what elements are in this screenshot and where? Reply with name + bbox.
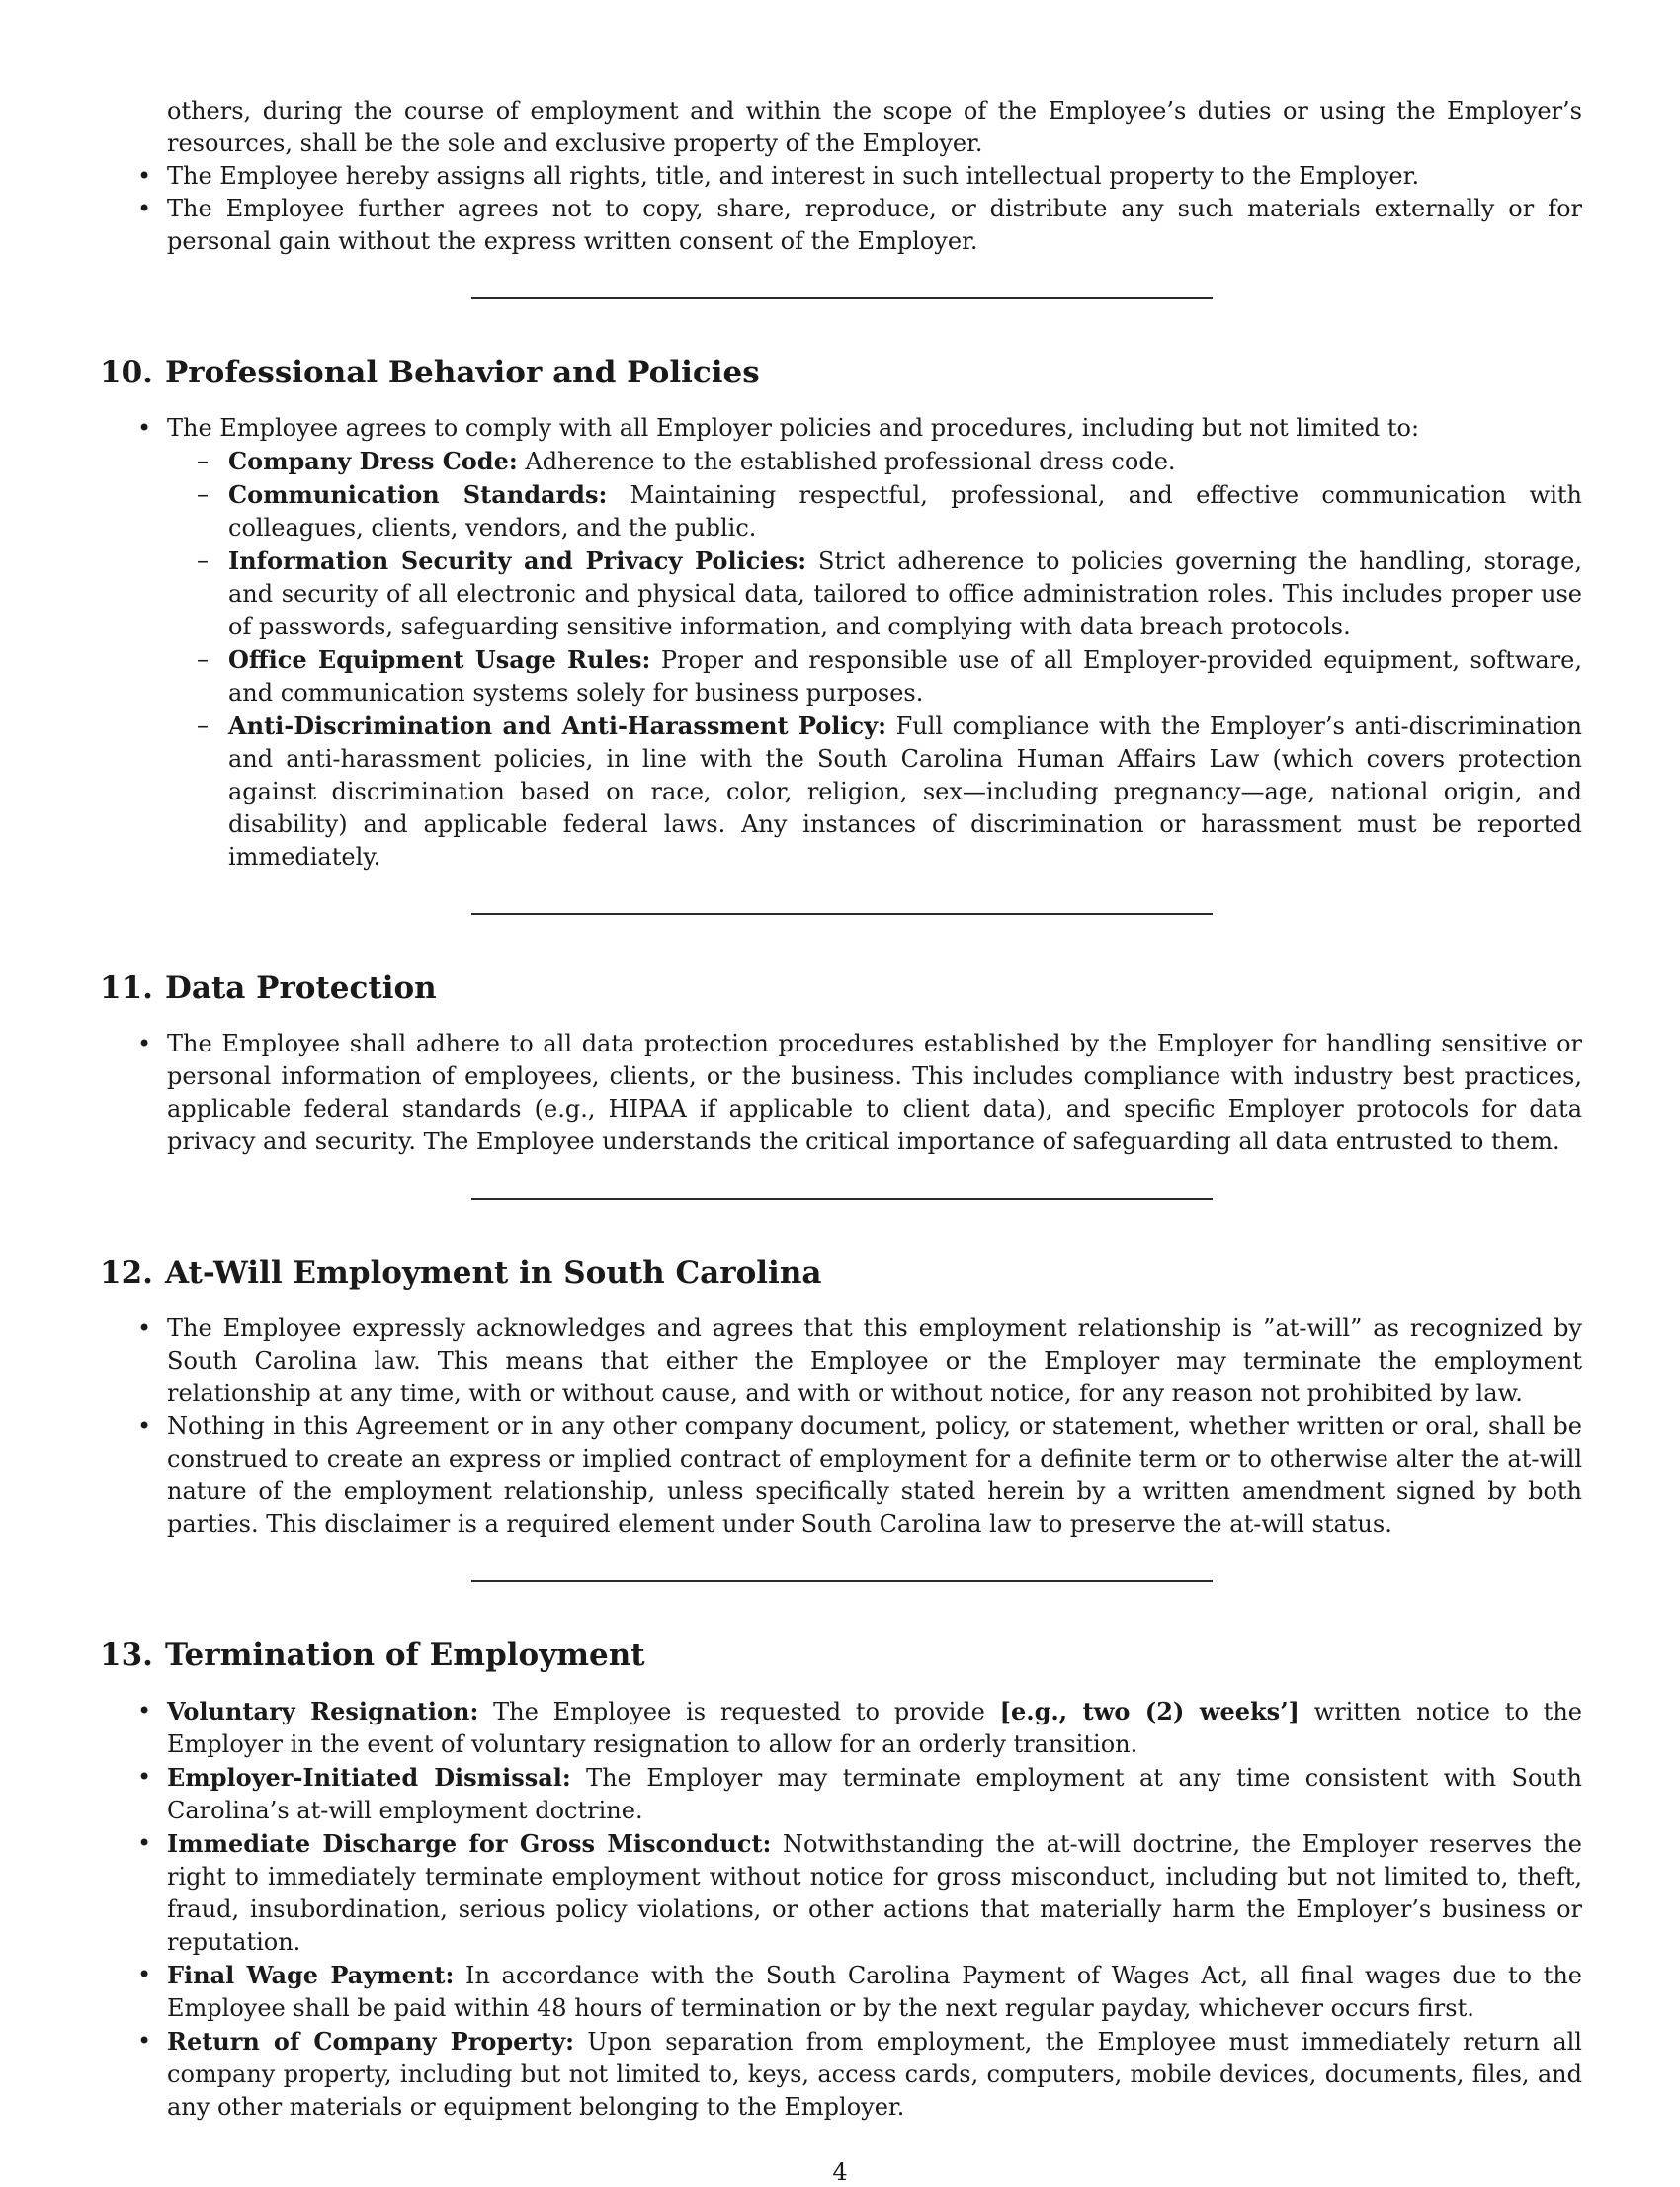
- item-label: Voluntary Resignation:: [167, 1697, 479, 1725]
- continuation-paragraph: others, during the course of employment and within the scope of the Employee’s duties or using the Employer’s resources, shall be the sole and exclusive property of the Employer.: [167, 97, 1582, 157]
- item-label: Company Dress Code:: [228, 447, 518, 475]
- section-divider: [471, 1580, 1213, 1582]
- sublist-item: [167, 710, 1582, 874]
- section-13-list: [100, 1695, 1582, 2124]
- policy-sublist: [167, 445, 1582, 874]
- list-item: [100, 2025, 1582, 2124]
- list-item: [100, 1827, 1582, 1959]
- item-text: Full compliance with the Employer’s anti-discrimination and anti-harassment policies, in line with the South Carolina Human Affairs Law (which covers protection against discrimination based on race, color, religion, sex—including pregnancy—age, national origin, and disability) and applicable federal laws. Any instances of discrimination or harassment must be reported immediately.: [228, 713, 1583, 871]
- section-title: Data Protection: [165, 970, 437, 1006]
- section-divider: [471, 1198, 1213, 1200]
- section-number: 11.: [100, 970, 153, 1006]
- page-number: 4: [832, 2158, 848, 2186]
- list-item: [100, 1695, 1582, 1761]
- section-number: 13.: [100, 1638, 153, 1673]
- section-10-list: [100, 412, 1582, 874]
- list-item: [100, 412, 1582, 874]
- item-text: Notwithstanding the at-will doctrine, the Employer reserves the right to immediately terminate employment without notice for gross misconduct, including but not limited to, theft, fraud, insubordination, serious policy violations, or other actions that materially harm the Employer’s business or reputation.: [167, 1830, 1582, 1956]
- sublist-item: [167, 478, 1582, 545]
- item-label: Anti-Discrimination and Anti-Harassment Policy:: [228, 712, 886, 740]
- item-label: Information Security and Privacy Policies:: [228, 547, 807, 575]
- item-label: Final Wage Payment:: [167, 1961, 455, 1989]
- section-divider: [471, 297, 1213, 299]
- continuation-bullets: [100, 160, 1582, 258]
- item-text: The Employee is requested to provide: [493, 1698, 985, 1725]
- item-label: Employer-Initiated Dismissal:: [167, 1763, 571, 1792]
- list-item: • Nothing in this Agreement or in any other company document, policy, or statement, whether written or oral, shall be construed to create an express or implied contract of employment for a definite term or to otherwise alter the at-will nature of the employment relationship, unless specifically stated herein by a written amendment signed by both parties. This disclaimer is a required element under South Carolina law to preserve the at-will status.: [100, 1410, 1582, 1541]
- item-text: Upon separation from employment, the Employee must immediately return all company property, including but not limited to, keys, access cards, computers, mobile devices, documents, files, and any other materials or equipment belonging to the Employer.: [167, 2028, 1582, 2121]
- item-text: written notice to the Employer in the event of voluntary resignation to allow for an orderly transition.: [167, 1698, 1582, 1758]
- section-10-heading: [100, 353, 1582, 392]
- item-label: Office Equipment Usage Rules:: [228, 645, 651, 674]
- item-text: Adherence to the established professional dress code.: [525, 448, 1176, 475]
- item-label: Communication Standards:: [228, 480, 608, 509]
- item-label: Immediate Discharge for Gross Misconduct:: [167, 1829, 772, 1858]
- list-item: • The Employee further agrees not to copy, share, reproduce, or distribute any such materials externally or for personal gain without the express written consent of the Employer.: [100, 193, 1582, 258]
- sublist-item: [167, 545, 1582, 643]
- document-page: [100, 95, 1582, 2124]
- section-divider: [471, 913, 1213, 915]
- section-title: Professional Behavior and Policies: [165, 355, 760, 390]
- section-12-list: [100, 1312, 1582, 1541]
- section-title: At-Will Employment in South Carolina: [165, 1255, 822, 1291]
- section-13-heading: [100, 1636, 1582, 1675]
- section-12-heading: [100, 1253, 1582, 1293]
- list-item-text: The Employee agrees to comply with all Employer policies and procedures, including but not limited to:: [167, 414, 1420, 442]
- section-11-heading: [100, 968, 1582, 1008]
- list-item: [100, 1959, 1582, 2025]
- list-item: • The Employee shall adhere to all data protection procedures established by the Employer for handling sensitive or personal information of employees, clients, or the business. This includes compliance with industry best practices, applicable federal standards (e.g., HIPAA if applicable to client data), and specific Employer protocols for data privacy and security. The Employee understands the critical importance of safeguarding all data entrusted to them.: [100, 1028, 1582, 1158]
- item-text: Strict adherence to policies governing the handling, storage, and security of all electronic and physical data, tailored to office administration roles. This includes proper use of passwords, safeguarding sensitive information, and complying with data breach protocols.: [228, 547, 1582, 640]
- item-text: The Employer may terminate employment at any time consistent with South Carolina’s at-will employment doctrine.: [167, 1764, 1582, 1824]
- item-text: Maintaining respectful, professional, and effective communication with colleagues, clients, vendors, and the public.: [228, 481, 1582, 542]
- sublist-item: [167, 445, 1582, 478]
- section-title: Termination of Employment: [165, 1638, 645, 1673]
- section-11-list: [100, 1028, 1582, 1158]
- item-text: Proper and responsible use of all Employer-provided equipment, software, and communication systems solely for business purposes.: [228, 646, 1582, 707]
- list-item: • The Employee expressly acknowledges and agrees that this employment relationship is ”at-will” as recognized by South Carolina law. This means that either the Employee or the Employer may terminate the employment relationship at any time, with or without cause, and with or without notice, for any reason not prohibited by law.: [100, 1312, 1582, 1410]
- item-text: In accordance with the South Carolina Payment of Wages Act, all final wages due to the Employee shall be paid within 48 hours of termination or by the next regular payday, whichever occurs first.: [167, 1962, 1582, 2022]
- list-item: • The Employee hereby assigns all rights, title, and interest in such intellectual property to the Employer.: [100, 160, 1582, 193]
- section-number: 10.: [100, 355, 153, 390]
- notice-period: [e.g., two (2) weeks’]: [999, 1697, 1300, 1725]
- item-label: Return of Company Property:: [167, 2027, 574, 2056]
- sublist-item: [167, 643, 1582, 710]
- list-item: [100, 1761, 1582, 1827]
- section-number: 12.: [100, 1255, 153, 1291]
